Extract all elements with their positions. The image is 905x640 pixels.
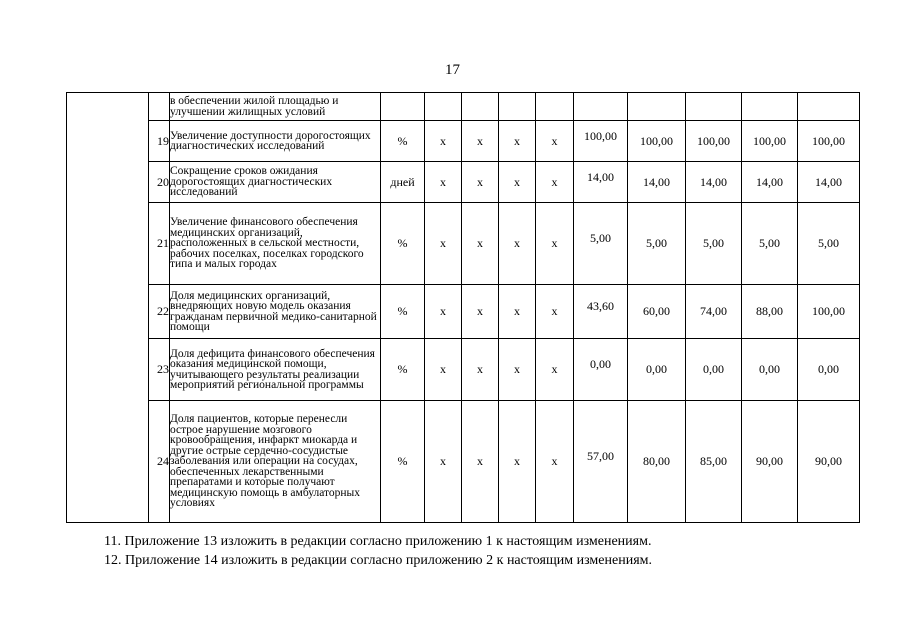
base-value-text: 43,60 xyxy=(587,299,614,313)
base-value-cell xyxy=(574,285,628,339)
value-cell: 0,00 xyxy=(628,339,686,401)
base-value-text: 5,00 xyxy=(590,231,611,245)
indicator-name-cell: Увеличение доступности дорогостоящих диагностических исследований xyxy=(170,121,381,162)
row-number-cell: 19 xyxy=(149,121,170,162)
x-cell: x xyxy=(536,162,574,203)
value-cell: 90,00 xyxy=(742,401,798,523)
row-number-cell: 20 xyxy=(149,162,170,203)
x-cell: x xyxy=(462,121,499,162)
value-cell: 100,00 xyxy=(628,121,686,162)
value-cell: 14,00 xyxy=(628,162,686,203)
x-cell: x xyxy=(425,339,462,401)
x-cell: x xyxy=(536,285,574,339)
x-cell: x xyxy=(425,121,462,162)
value-cell: 100,00 xyxy=(742,121,798,162)
value-cell: 100,00 xyxy=(798,285,860,339)
x-cell: x xyxy=(425,285,462,339)
value-cell: 0,00 xyxy=(798,339,860,401)
row-number-cell: 21 xyxy=(149,203,170,285)
note-item-11: 11. Приложение 13 изложить в редакции согласно приложению 1 к настоящим изменениям. xyxy=(104,534,652,549)
x-cell: x xyxy=(425,162,462,203)
base-value-text: 14,00 xyxy=(587,169,614,184)
value-cell: 0,00 xyxy=(742,339,798,401)
row-number-cell xyxy=(149,93,170,121)
base-value-text: 57,00 xyxy=(587,449,614,463)
row-number-cell: 24 xyxy=(149,401,170,523)
base-value-cell xyxy=(574,203,628,285)
x-cell: x xyxy=(462,162,499,203)
value-cell: 5,00 xyxy=(628,203,686,285)
x-cell: x xyxy=(499,401,536,523)
note-item-12: 12. Приложение 14 изложить в редакции согласно приложению 2 к настоящим изменениям. xyxy=(104,553,652,568)
value-cell: 100,00 xyxy=(798,121,860,162)
value-cell: 74,00 xyxy=(686,285,742,339)
value-cell: 100,00 xyxy=(686,121,742,162)
table-row xyxy=(67,162,860,203)
value-cell: 90,00 xyxy=(798,401,860,523)
x-cell: x xyxy=(536,401,574,523)
page-number: 17 xyxy=(445,62,460,78)
table-row xyxy=(67,401,860,523)
table-row xyxy=(67,339,860,401)
unit-cell: % xyxy=(381,285,425,339)
value-cell: 14,00 xyxy=(686,162,742,203)
base-value-text: 100,00 xyxy=(584,128,617,143)
blank-left-column xyxy=(67,93,149,523)
base-value-cell xyxy=(574,401,628,523)
x-cell: x xyxy=(536,121,574,162)
x-cell: x xyxy=(499,285,536,339)
value-cell: 88,00 xyxy=(742,285,798,339)
table-row-continuation xyxy=(67,93,860,121)
indicator-name-cell: Увеличение финансового обеспечения медицинских организаций, расположенных в сельской местности, рабочих поселках, поселках городского типа и малых городах xyxy=(170,203,381,285)
x-cell: x xyxy=(462,203,499,285)
value-cell: 85,00 xyxy=(686,401,742,523)
base-value-cell xyxy=(574,339,628,401)
x-cell: x xyxy=(425,401,462,523)
unit-cell: % xyxy=(381,203,425,285)
indicator-name-cell: в обеспечении жилой площадью и улучшении жилищных условий xyxy=(170,93,381,121)
row-number-cell: 22 xyxy=(149,285,170,339)
table-row xyxy=(67,121,860,162)
value-cell: 80,00 xyxy=(628,401,686,523)
x-cell: x xyxy=(536,203,574,285)
value-cell: 5,00 xyxy=(798,203,860,285)
unit-cell: % xyxy=(381,401,425,523)
x-cell: x xyxy=(425,203,462,285)
x-cell: x xyxy=(499,339,536,401)
value-cell: 60,00 xyxy=(628,285,686,339)
table-row xyxy=(67,203,860,285)
indicator-name-cell: Доля пациентов, которые перенесли острое нарушение мозгового кровообращения, инфаркт миокарда и другие острые сердечно-сосудистые заболевания или операции на сосудах, обеспеченных лекарственными препаратами и которые получают медицинскую помощь в амбулаторных условиях xyxy=(170,401,381,523)
x-cell: x xyxy=(462,339,499,401)
indicator-name-cell: Доля дефицита финансового обеспечения оказания медицинской помощи, учитывающего результаты реализации мероприятий региональной программы xyxy=(170,339,381,401)
x-cell: x xyxy=(462,285,499,339)
base-value-cell xyxy=(574,121,628,162)
value-cell: 5,00 xyxy=(686,203,742,285)
value-cell: 5,00 xyxy=(742,203,798,285)
x-cell: x xyxy=(499,121,536,162)
table-row xyxy=(67,285,860,339)
unit-cell: % xyxy=(381,339,425,401)
base-value-text: 0,00 xyxy=(590,357,611,371)
x-cell: x xyxy=(536,339,574,401)
value-cell: 0,00 xyxy=(686,339,742,401)
x-cell: x xyxy=(499,162,536,203)
x-cell: x xyxy=(499,203,536,285)
unit-cell: дней xyxy=(381,162,425,203)
indicators-table xyxy=(66,92,860,523)
indicator-name-cell: Сокращение сроков ожидания дорогостоящих диагностических исследований xyxy=(170,162,381,203)
row-number-cell: 23 xyxy=(149,339,170,401)
unit-cell: % xyxy=(381,121,425,162)
value-cell: 14,00 xyxy=(742,162,798,203)
base-value-cell xyxy=(574,162,628,203)
x-cell: x xyxy=(462,401,499,523)
value-cell: 14,00 xyxy=(798,162,860,203)
indicator-name-cell: Доля медицинских организаций, внедряющих новую модель оказания гражданам первичной медико-санитарной помощи xyxy=(170,285,381,339)
